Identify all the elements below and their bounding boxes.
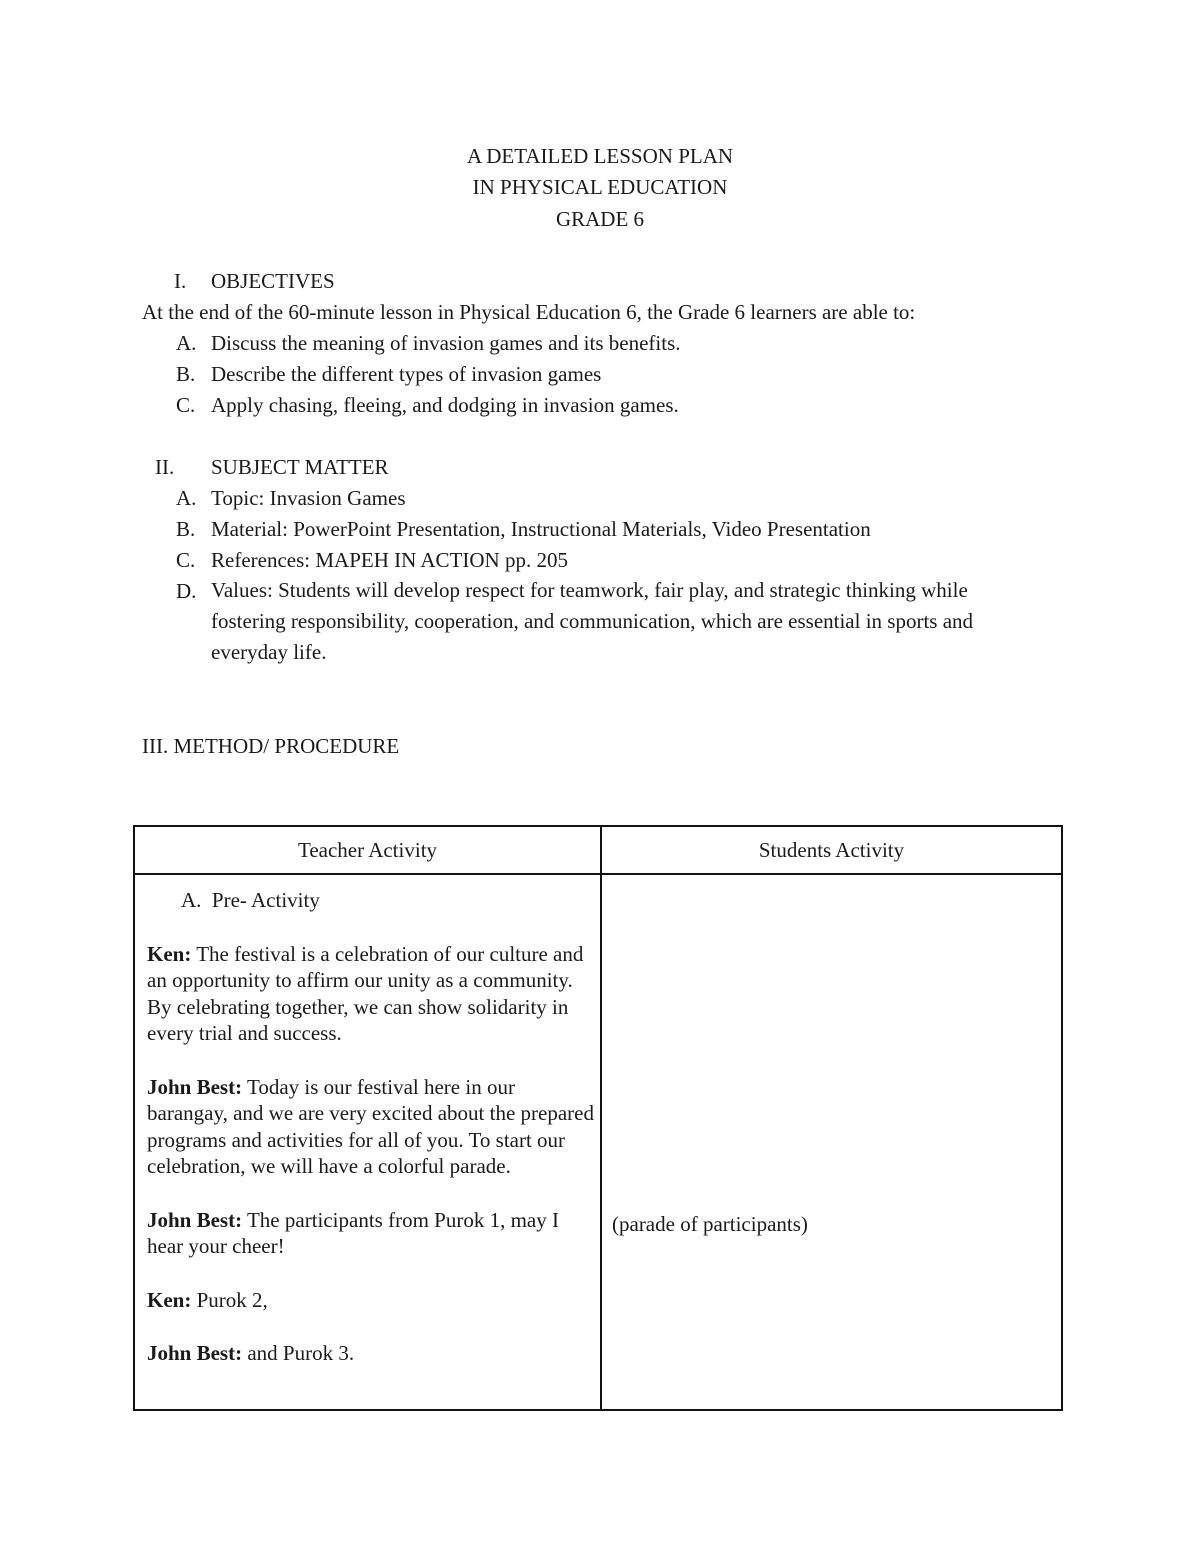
subject-item: Material: PowerPoint Presentation, Instructional Materials, Video Presentation xyxy=(211,517,871,541)
subject-letter: B. xyxy=(176,517,196,541)
dialogue-line xyxy=(147,1207,597,1260)
dialogue-line xyxy=(147,1287,597,1314)
objective-letter: B. xyxy=(176,362,196,386)
dialogue-text: The festival is a celebration of our culture and an opportunity to affirm our unity as a community. By celebrating together, we can show solidarity in every trial and success. xyxy=(147,941,584,1045)
title-line-1: A DETAILED LESSON PLAN xyxy=(466,144,734,168)
subject-item: Topic: Invasion Games xyxy=(211,486,406,510)
speaker-name: John Best: xyxy=(147,1341,243,1365)
dialogue-line xyxy=(147,1340,597,1367)
pre-activity-title: Pre- Activity xyxy=(211,888,320,912)
objective-item: Discuss the meaning of invasion games and its benefits. xyxy=(211,331,681,355)
students-activity-cell xyxy=(601,874,1062,1410)
speaker-name: John Best: xyxy=(147,1207,243,1232)
objective-letter: A. xyxy=(176,331,197,355)
subject-item: References: MAPEH IN ACTION pp. 205 xyxy=(211,548,568,572)
student-note: (parade of participants) xyxy=(612,1212,808,1236)
dialogue-text: and Purok 3. xyxy=(242,1341,355,1365)
method-heading: III. METHOD/ PROCEDURE xyxy=(142,734,400,758)
pre-activity-letter: A. xyxy=(181,888,202,912)
subject-letter: C. xyxy=(176,548,196,572)
procedure-table xyxy=(133,825,1063,1411)
objectives-intro: At the end of the 60-minute lesson in Physical Education 6, the Grade 6 learners are able to: xyxy=(142,300,916,324)
speaker-name: Ken: xyxy=(147,1287,192,1312)
teacher-activity-cell xyxy=(134,874,601,1410)
title-line-2: IN PHYSICAL EDUCATION xyxy=(472,175,728,199)
table-row xyxy=(134,874,1062,1410)
speaker-name: Ken: xyxy=(147,941,192,966)
dialogue-line xyxy=(147,941,597,1047)
objectives-numeral: I. xyxy=(174,269,187,293)
objective-item: Apply chasing, fleeing, and dodging in invasion games. xyxy=(211,393,679,417)
dialogue-text: The participants from Purok 1, may I hear your cheer! xyxy=(147,1207,559,1258)
speaker-name: John Best: xyxy=(147,1074,243,1099)
table-header-row xyxy=(134,826,1062,874)
subject-heading: SUBJECT MATTER xyxy=(211,455,389,479)
teacher-activity-header: Teacher Activity xyxy=(134,826,601,874)
objective-letter: C. xyxy=(176,393,196,417)
pre-activity-heading xyxy=(181,887,600,914)
subject-letter: A. xyxy=(176,486,197,510)
title-line-3: GRADE 6 xyxy=(555,207,645,231)
subject-item-values: Values: Students will develop respect for teamwork, fair play, and strategic thinking while fostering responsibility, cooperation, and communication, which are essential in sports and everyday life. xyxy=(211,578,974,664)
students-activity-header: Students Activity xyxy=(601,826,1062,874)
subject-numeral: II. xyxy=(155,455,175,479)
subject-letter: D. xyxy=(176,579,197,603)
dialogue-line xyxy=(147,1074,597,1180)
dialogue-text: Purok 2, xyxy=(191,1287,268,1312)
objectives-heading: OBJECTIVES xyxy=(211,269,335,293)
objective-item: Describe the different types of invasion games xyxy=(211,362,602,386)
dialogue-text: Today is our festival here in our barangay, and we are very excited about the prepared programs and activities for all of you. To start our celebration, we will have a colorful parade. xyxy=(147,1074,594,1178)
